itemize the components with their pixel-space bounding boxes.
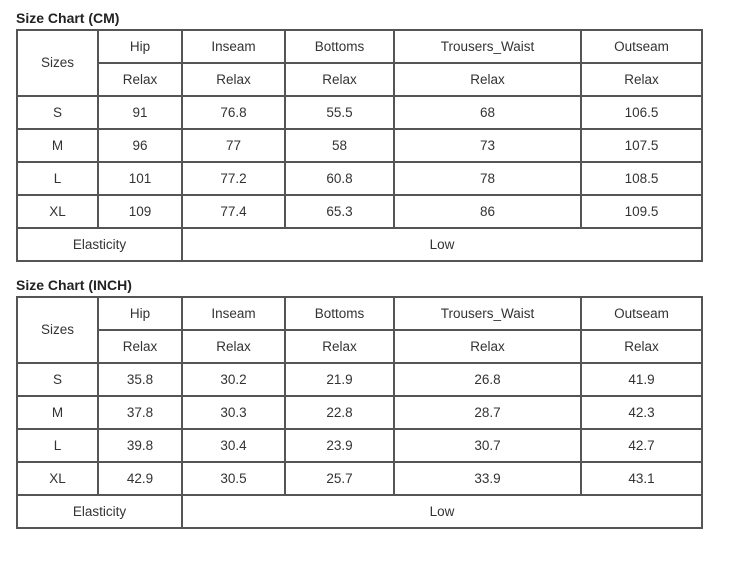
value-cell: 108.5 [581,162,702,195]
size-label-cell: XL [17,195,98,228]
column-header-bottoms: Bottoms [285,297,394,330]
size-label-cell: S [17,96,98,129]
elasticity-label-cell: Elasticity [17,495,182,528]
fit-cell: Relax [394,330,581,363]
size-label-cell: XL [17,462,98,495]
value-cell: 68 [394,96,581,129]
fit-cell: Relax [285,63,394,96]
elasticity-value-cell: Low [182,228,702,261]
size-label-cell: M [17,129,98,162]
table-row [17,195,702,228]
column-header-outseam: Outseam [581,30,702,63]
size-chart-inch-title: Size Chart (INCH) [16,277,132,293]
value-cell: 42.3 [581,396,702,429]
value-cell: 101 [98,162,182,195]
value-cell: 106.5 [581,96,702,129]
size-label-cell: M [17,396,98,429]
size-chart-inch-table [16,296,703,529]
value-cell: 41.9 [581,363,702,396]
elasticity-row [17,228,702,261]
column-header-inseam: Inseam [182,297,285,330]
value-cell: 28.7 [394,396,581,429]
value-cell: 35.8 [98,363,182,396]
value-cell: 77.2 [182,162,285,195]
value-cell: 73 [394,129,581,162]
sizes-header-cell: Sizes [17,30,98,96]
value-cell: 21.9 [285,363,394,396]
value-cell: 58 [285,129,394,162]
header-row [17,297,702,330]
value-cell: 91 [98,96,182,129]
table-row [17,462,702,495]
value-cell: 77 [182,129,285,162]
sizes-header-cell: Sizes [17,297,98,363]
column-header-inseam: Inseam [182,30,285,63]
value-cell: 77.4 [182,195,285,228]
fit-cell: Relax [182,63,285,96]
table-row [17,429,702,462]
column-header-trousers-waist: Trousers_Waist [394,30,581,63]
table-row [17,96,702,129]
value-cell: 30.5 [182,462,285,495]
size-chart-cm-table [16,29,703,262]
size-label-cell: S [17,363,98,396]
value-cell: 22.8 [285,396,394,429]
value-cell: 30.2 [182,363,285,396]
value-cell: 43.1 [581,462,702,495]
fit-row [17,63,702,96]
fit-cell: Relax [182,330,285,363]
value-cell: 109.5 [581,195,702,228]
elasticity-label-cell: Elasticity [17,228,182,261]
fit-cell: Relax [581,63,702,96]
column-header-hip: Hip [98,297,182,330]
fit-cell: Relax [98,63,182,96]
table-row [17,396,702,429]
header-row [17,30,702,63]
column-header-trousers-waist: Trousers_Waist [394,297,581,330]
value-cell: 39.8 [98,429,182,462]
value-cell: 33.9 [394,462,581,495]
value-cell: 30.7 [394,429,581,462]
value-cell: 109 [98,195,182,228]
fit-row [17,330,702,363]
fit-cell: Relax [394,63,581,96]
value-cell: 30.4 [182,429,285,462]
value-cell: 65.3 [285,195,394,228]
value-cell: 107.5 [581,129,702,162]
column-header-hip: Hip [98,30,182,63]
size-label-cell: L [17,429,98,462]
size-label-cell: L [17,162,98,195]
value-cell: 42.7 [581,429,702,462]
fit-cell: Relax [581,330,702,363]
value-cell: 60.8 [285,162,394,195]
elasticity-value-cell: Low [182,495,702,528]
value-cell: 55.5 [285,96,394,129]
fit-cell: Relax [98,330,182,363]
value-cell: 78 [394,162,581,195]
size-chart-cm-title: Size Chart (CM) [16,10,120,26]
table-row [17,363,702,396]
table-row [17,129,702,162]
elasticity-row [17,495,702,528]
value-cell: 76.8 [182,96,285,129]
value-cell: 37.8 [98,396,182,429]
table-row [17,162,702,195]
value-cell: 25.7 [285,462,394,495]
value-cell: 96 [98,129,182,162]
column-header-outseam: Outseam [581,297,702,330]
value-cell: 42.9 [98,462,182,495]
fit-cell: Relax [285,330,394,363]
value-cell: 86 [394,195,581,228]
value-cell: 23.9 [285,429,394,462]
value-cell: 26.8 [394,363,581,396]
value-cell: 30.3 [182,396,285,429]
column-header-bottoms: Bottoms [285,30,394,63]
